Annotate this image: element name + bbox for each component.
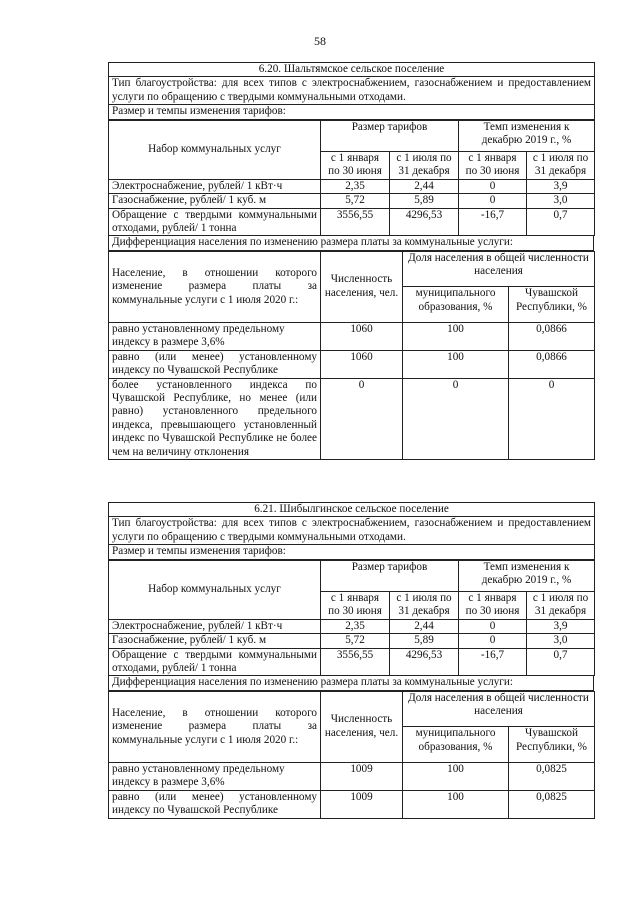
population-header: Население, в отношении которого изменение размера платы за коммунальные услуги с 1 июля 2020 г.: xyxy=(109,691,321,762)
tariff-size-header: Размер тарифов xyxy=(321,560,459,591)
table-row xyxy=(109,322,595,350)
table-row xyxy=(109,208,595,236)
table-cell: 3556,55 xyxy=(321,208,390,236)
tariff-heading: Размер и темпы изменения тарифов: xyxy=(109,105,595,119)
period-header: с 1 июля по 31 декабря xyxy=(390,591,459,619)
table-cell: 1009 xyxy=(321,762,403,790)
table-cell: 0 xyxy=(459,634,527,648)
diff-heading: Дифференциация населения по изменению размера платы за коммунальные услуги: xyxy=(109,236,594,250)
table-cell: 100 xyxy=(403,322,509,350)
tariff-table xyxy=(108,560,595,677)
table-cell: 3,0 xyxy=(527,194,595,208)
table-cell: 0 xyxy=(321,378,403,460)
population-header: Население, в отношении которого изменение размера платы за коммунальные услуги с 1 июля 2020 г.: xyxy=(109,251,321,322)
service-name: Газоснабжение, рублей/ 1 куб. м xyxy=(109,634,321,648)
service-name: Электроснабжение, рублей/ 1 кВт·ч xyxy=(109,619,321,633)
service-name: Газоснабжение, рублей/ 1 куб. м xyxy=(109,194,321,208)
table-row xyxy=(109,634,595,648)
table-cell: 0 xyxy=(459,179,527,193)
service-name: Обращение с твердыми коммунальными отходами, рублей/ 1 тонна xyxy=(109,648,321,676)
table-row xyxy=(109,790,595,818)
improvement-type: Тип благоустройства: для всех типов с электроснабжением, газоснабжением и предоставлением услуги по обращению с твердыми коммунальными отходами. xyxy=(109,517,595,545)
table-cell: 2,44 xyxy=(390,619,459,633)
diff-heading-table xyxy=(108,236,594,250)
table-cell: 0 xyxy=(509,378,595,460)
table-cell: 0,0825 xyxy=(509,790,595,818)
table-cell: 100 xyxy=(403,762,509,790)
republic-header: Чувашской Республики, % xyxy=(509,287,595,323)
table-cell: 2,35 xyxy=(321,619,390,633)
table-cell: 3556,55 xyxy=(321,648,390,676)
table-row xyxy=(109,648,595,676)
table-cell: 1060 xyxy=(321,322,403,350)
table-row xyxy=(109,179,595,193)
group-name: равно (или менее) установленному индексу по Чувашской Республике xyxy=(109,790,321,818)
section-header-table xyxy=(108,502,595,560)
table-cell: 1009 xyxy=(321,790,403,818)
table-cell: 2,44 xyxy=(390,179,459,193)
share-header: Доля населения в общей численности населения xyxy=(403,691,595,727)
table-cell: 0 xyxy=(459,194,527,208)
differentiation-table xyxy=(108,251,595,460)
improvement-type: Тип благоустройства: для всех типов с электроснабжением, газоснабжением и предоставлением услуги по обращению с твердыми коммунальными отходами. xyxy=(109,77,595,105)
group-name: более установленного индекса по Чувашской Республике, но менее (или равно) установленного предельного индекса, превышающего установленный индекс по Чувашской Республике не более чем на величину отклонения xyxy=(109,378,321,460)
table-cell: 2,35 xyxy=(321,179,390,193)
count-header: Численность населения, чел. xyxy=(321,251,403,322)
tariff-rate-header: Темп изменения к декабрю 2019 г., % xyxy=(459,560,595,591)
table-cell: 5,72 xyxy=(321,194,390,208)
table-cell: 4296,53 xyxy=(390,648,459,676)
table-cell: 0 xyxy=(459,619,527,633)
muni-header: муниципального образования, % xyxy=(403,727,509,763)
group-name: равно установленному предельному индексу в размере 3,6% xyxy=(109,762,321,790)
table-cell: 0,0866 xyxy=(509,350,595,378)
period-header: с 1 января по 30 июня xyxy=(459,591,527,619)
table-cell: 0 xyxy=(403,378,509,460)
services-header: Набор коммунальных услуг xyxy=(109,120,321,179)
differentiation-table xyxy=(108,691,595,819)
table-cell: 3,9 xyxy=(527,179,595,193)
table-cell: 5,89 xyxy=(390,634,459,648)
count-header: Численность населения, чел. xyxy=(321,691,403,762)
period-header: с 1 января по 30 июня xyxy=(321,591,390,619)
table-cell: 3,0 xyxy=(527,634,595,648)
table-row xyxy=(109,762,595,790)
table-row xyxy=(109,619,595,633)
muni-header: муниципального образования, % xyxy=(403,287,509,323)
republic-header: Чувашской Республики, % xyxy=(509,727,595,763)
table-cell: 0,7 xyxy=(527,648,595,676)
table-row xyxy=(109,194,595,208)
diff-heading-table xyxy=(108,676,594,690)
tariff-size-header: Размер тарифов xyxy=(321,120,459,151)
table-cell: 4296,53 xyxy=(390,208,459,236)
tariff-table xyxy=(108,120,595,237)
table-cell: 100 xyxy=(403,350,509,378)
table-cell: 0,0866 xyxy=(509,322,595,350)
tariff-rate-header: Темп изменения к декабрю 2019 г., % xyxy=(459,120,595,151)
page-number: 58 xyxy=(314,34,326,48)
period-header: с 1 января по 30 июня xyxy=(459,151,527,179)
table-row xyxy=(109,378,595,460)
group-name: равно (или менее) установленному индексу по Чувашской Республике xyxy=(109,350,321,378)
period-header: с 1 июля по 31 декабря xyxy=(527,151,595,179)
table-cell: 1060 xyxy=(321,350,403,378)
section-header-table xyxy=(108,62,595,120)
service-name: Электроснабжение, рублей/ 1 кВт·ч xyxy=(109,179,321,193)
table-cell: 0,7 xyxy=(527,208,595,236)
table-cell: 100 xyxy=(403,790,509,818)
section-6-21 xyxy=(108,502,594,819)
period-header: с 1 июля по 31 декабря xyxy=(527,591,595,619)
period-header: с 1 января по 30 июня xyxy=(321,151,390,179)
tariff-heading: Размер и темпы изменения тарифов: xyxy=(109,545,595,559)
table-cell: 3,9 xyxy=(527,619,595,633)
diff-heading: Дифференциация населения по изменению размера платы за коммунальные услуги: xyxy=(109,676,594,690)
group-name: равно установленному предельному индексу в размере 3,6% xyxy=(109,322,321,350)
period-header: с 1 июля по 31 декабря xyxy=(390,151,459,179)
table-cell: -16,7 xyxy=(459,208,527,236)
section-title: 6.21. Шибылгинское сельское поселение xyxy=(109,503,595,517)
table-cell: -16,7 xyxy=(459,648,527,676)
service-name: Обращение с твердыми коммунальными отходами, рублей/ 1 тонна xyxy=(109,208,321,236)
section-title: 6.20. Шальтямское сельское поселение xyxy=(109,63,595,77)
share-header: Доля населения в общей численности населения xyxy=(403,251,595,287)
table-row xyxy=(109,350,595,378)
services-header: Набор коммунальных услуг xyxy=(109,560,321,619)
table-cell: 5,72 xyxy=(321,634,390,648)
table-cell: 0,0825 xyxy=(509,762,595,790)
table-cell: 5,89 xyxy=(390,194,459,208)
section-6-20 xyxy=(108,62,594,460)
